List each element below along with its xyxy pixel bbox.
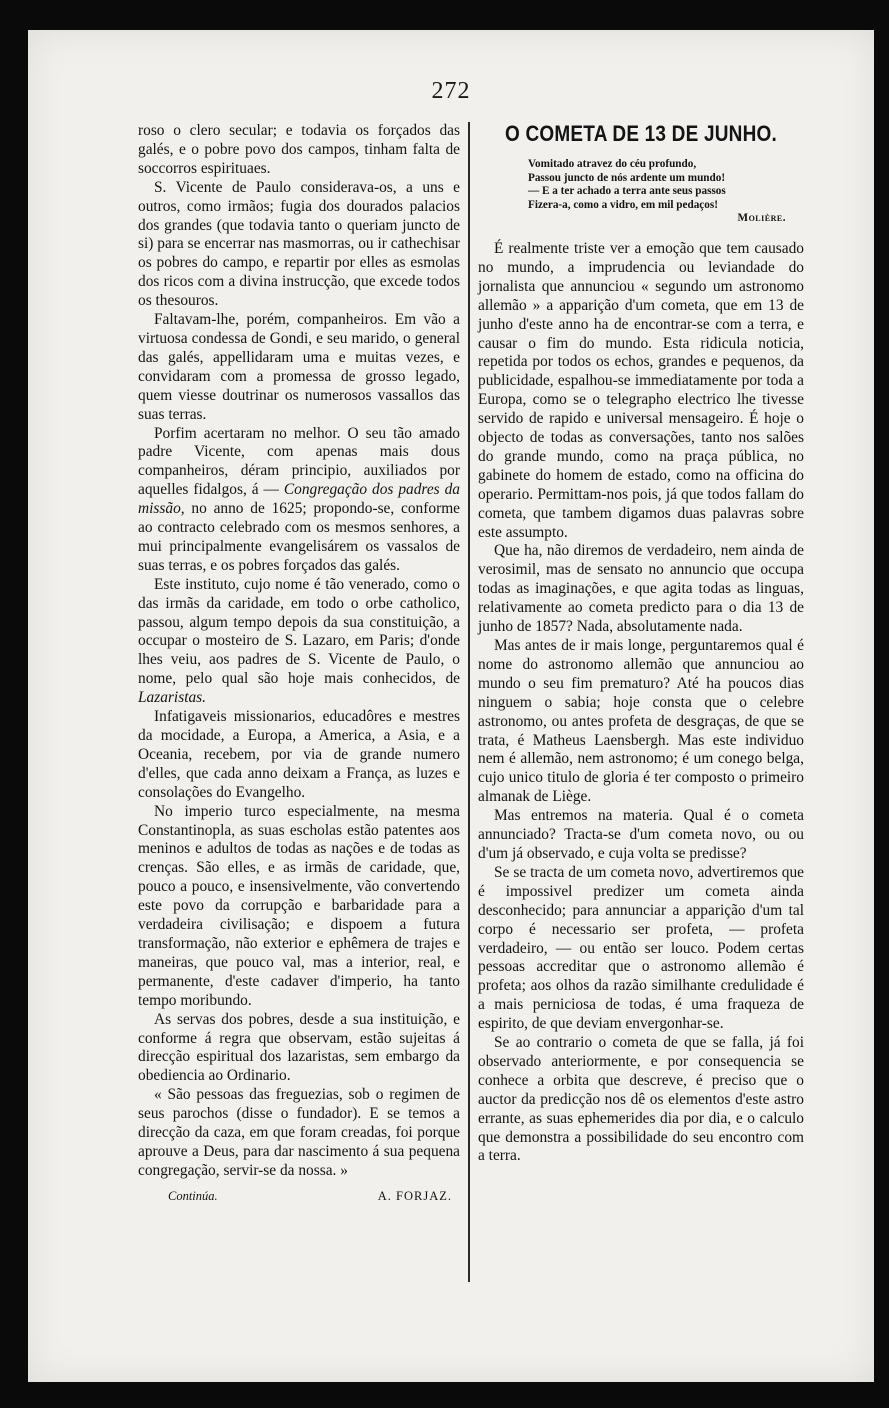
signature bbox=[138, 1187, 460, 1206]
newspaper-page bbox=[28, 30, 874, 1382]
paragraph: Faltavam-lhe, porém, companheiros. Em vão a virtuosa condessa de Gondi, e seu marido, o general das galés, appellidaram uma e muitas vezes, e convidaram com a promessa de grosso legado, quem viesse doutrinar os numerosos vassallos das suas terras. bbox=[138, 311, 460, 423]
left-column bbox=[138, 122, 460, 1206]
paragraph: roso o clero secular; e todavia os forçados das galés, e o pobre povo dos campos, tinham falta de soccorros espirituaes. bbox=[138, 122, 460, 177]
paragraph-text: Porfim acertaram no melhor. O seu tão amado padre Vicente, com apenas mais dous companheiros, déram principio, auxiliados por aquelles fidalgos, á — bbox=[138, 424, 460, 499]
epigraph-line: Fizera-a, como a vidro, em mil pedaços! bbox=[528, 198, 718, 211]
paragraph-lazaristas bbox=[138, 576, 460, 708]
paragraph: É realmente triste ver a emoção que tem causado no mundo, a imprudencia ou leviandade do jornalista que annunciou « segundo um astronomo allemão » a apparição d'um cometa, que em 13 de junho d'este anno ha de encontrar-se com a terra, e causar o fim do mundo. Esta ridicula noticia, repetida por todos os echos, grandes e pequenos, da publicidade, espalhou-se immediatamente por toda a Europa, como se o telegrapho electrico lhe tivesse servido de rapido e universal mensageiro. É hoje o objecto de todas as conversações, tanto nos salões do grande mundo, como na praça pública, no gabinete do homem de estado, como na officina do operario. Permittam-nos pois, já que todos fallam do cometa, que tambem digamos duas palavras sobre este assumpto. bbox=[478, 239, 804, 541]
epigraph-line: — E a ter achado a terra ante seus passos bbox=[528, 185, 726, 198]
epigraph bbox=[528, 158, 804, 226]
author-name: A. FORJAZ. bbox=[377, 1188, 452, 1203]
article-title: O COMETA DE 13 DE JUNHO. bbox=[505, 122, 777, 147]
paragraph: Se ao contrario o cometa de que se falla, já foi observado anteriormente, e por consequencia se conhece a orbita que descreve, é preciso que o auctor da predicção nos dê os elementos d'este astro errante, as suas ephemerides dia por dia, e o calculo que demonstra a possibilidade do seu encontro com a terra. bbox=[478, 1034, 804, 1165]
paragraph: Mas entremos na materia. Qual é o cometa annunciado? Tracta-se d'um cometa novo, ou ou d'um já observado, e cuja volta se predisse? bbox=[478, 807, 804, 862]
paragraph: Infatigaveis missionarios, educadôres e mestres da mocidade, a Europa, a America, a Asia, e a Oceania, recebem, por via de grande numero d'elles, que cada anno deixam a França, as luzes e consolações do Evangelho. bbox=[138, 708, 460, 801]
paragraph: « São pessoas das freguezias, sob o regimen de seus parochos (disse o fundador). E se temos a direcção da caza, em que foram creadas, foi porque aprouve a Deus, para dar nascimento á sua pequena congregação, servir-se da nossa. » bbox=[138, 1086, 460, 1179]
paragraph: Se se tracta de um cometa novo, advertiremos que é impossivel predizer um cometa ainda desconhecido; para annunciar a apparição d'um tal corpo é necessario ser profeta, — profeta verdadeiro, — ou então ser louco. Podem certas pessoas accreditar que o astronomo allemão é profeta; aos olhos da razão similhante credulidade é a mais perniciosa de todas, é uma fraqueza de espirito, de que deviam envergonhar-se. bbox=[478, 863, 804, 1033]
paragraph-congregation bbox=[138, 425, 460, 576]
paragraph-text: no anno de 1625; propondo-se, conforme ao contracto celebrado com os mesmos senhores, a mui principalmente evangelisárem os vassalos de suas terras, e os pobres forçados das galés. bbox=[138, 500, 460, 574]
epigraph-line: Passou juncto de nós ardente um mundo! bbox=[528, 171, 726, 184]
column-divider bbox=[468, 122, 470, 1282]
paragraph: S. Vicente de Paulo considerava-os, a uns e outros, como irmãos; fugia dos dourados palacios dos grandes (que todavia tanto o queriam juncto de si) para se encerrar nas masmorras, ou ir cathechisar os pobres do campo, e repartir por elles as esmolas dos ricos com a divina instrucção, que excede todos os thesouros. bbox=[138, 178, 460, 310]
paragraph: Que ha, não diremos de verdadeiro, nem ainda de verosimil, mas de sensato no annuncio que occupa todas as imaginações, e que agita todas as linguas, relativamente ao cometa predicto para o dia 13 de junho de 1857? Nada, absolutamente nada. bbox=[478, 542, 804, 636]
continued-label: Continúa. bbox=[168, 1188, 218, 1203]
paragraph-text: Este instituto, cujo nome é tão venerado, como o das irmãs da caridade, em todo o orbe catholico, passou, algum tempo depois da sua constituição, a occupar o mosteiro de S. Lazaro, em Paris; d'onde lhes veiu, aos padres de S. Vicente de Paulo, o nome, pelo qual são hoje mais conhecidos, de bbox=[138, 575, 460, 688]
paragraph: Mas antes de ir mais longe, perguntaremos qual é nome do astronomo allemão que annunciou ao mundo o seu fim prematuro? Até ha poucos dias ninguem o sabia; hoje consta que o celebre astronomo, ou antes profeta de desgraças, de que se trata, é Matheus Laensbergh. Mas este individuo nem é allemão, nem astronomo; é um conego belga, cujo unico titulo de gloria é ter composto o primeiro almanak de Liège. bbox=[478, 637, 804, 806]
page-number: 272 bbox=[431, 78, 471, 104]
paragraph: No imperio turco especialmente, na mesma Constantinopla, as suas escholas estão patentes aos meninos e adultos de todas as nações e de todas as crenças. São elles, e as irmãs de caridade, que, pouco a pouco, e insensivelmente, vão convertendo este povo da corrupção e barbaridade para a verdadeira civilisação; e dispoem a futura transformação, não exterior e ephêmera de trajes e maneiras, que pouco val, mas a interior, real, e permanente, d'este cadaver d'imperio, ha tanto tempo moribundo. bbox=[138, 802, 460, 1009]
right-column bbox=[478, 122, 804, 1166]
paragraph: As servas dos pobres, desde a sua instituição, e conforme á regra que observam, estão sujeitas á direcção espiritual dos lazaristas, sem embargo da obediencia ao Ordinario. bbox=[138, 1010, 460, 1085]
epigraph-author: Molière. bbox=[737, 212, 786, 225]
lazaristas-word: Lazaristas. bbox=[138, 689, 207, 707]
epigraph-line: Vomitado atravez do céu profundo, bbox=[528, 158, 697, 170]
congregation-name: Congregação dos padres da missão, bbox=[138, 481, 460, 518]
